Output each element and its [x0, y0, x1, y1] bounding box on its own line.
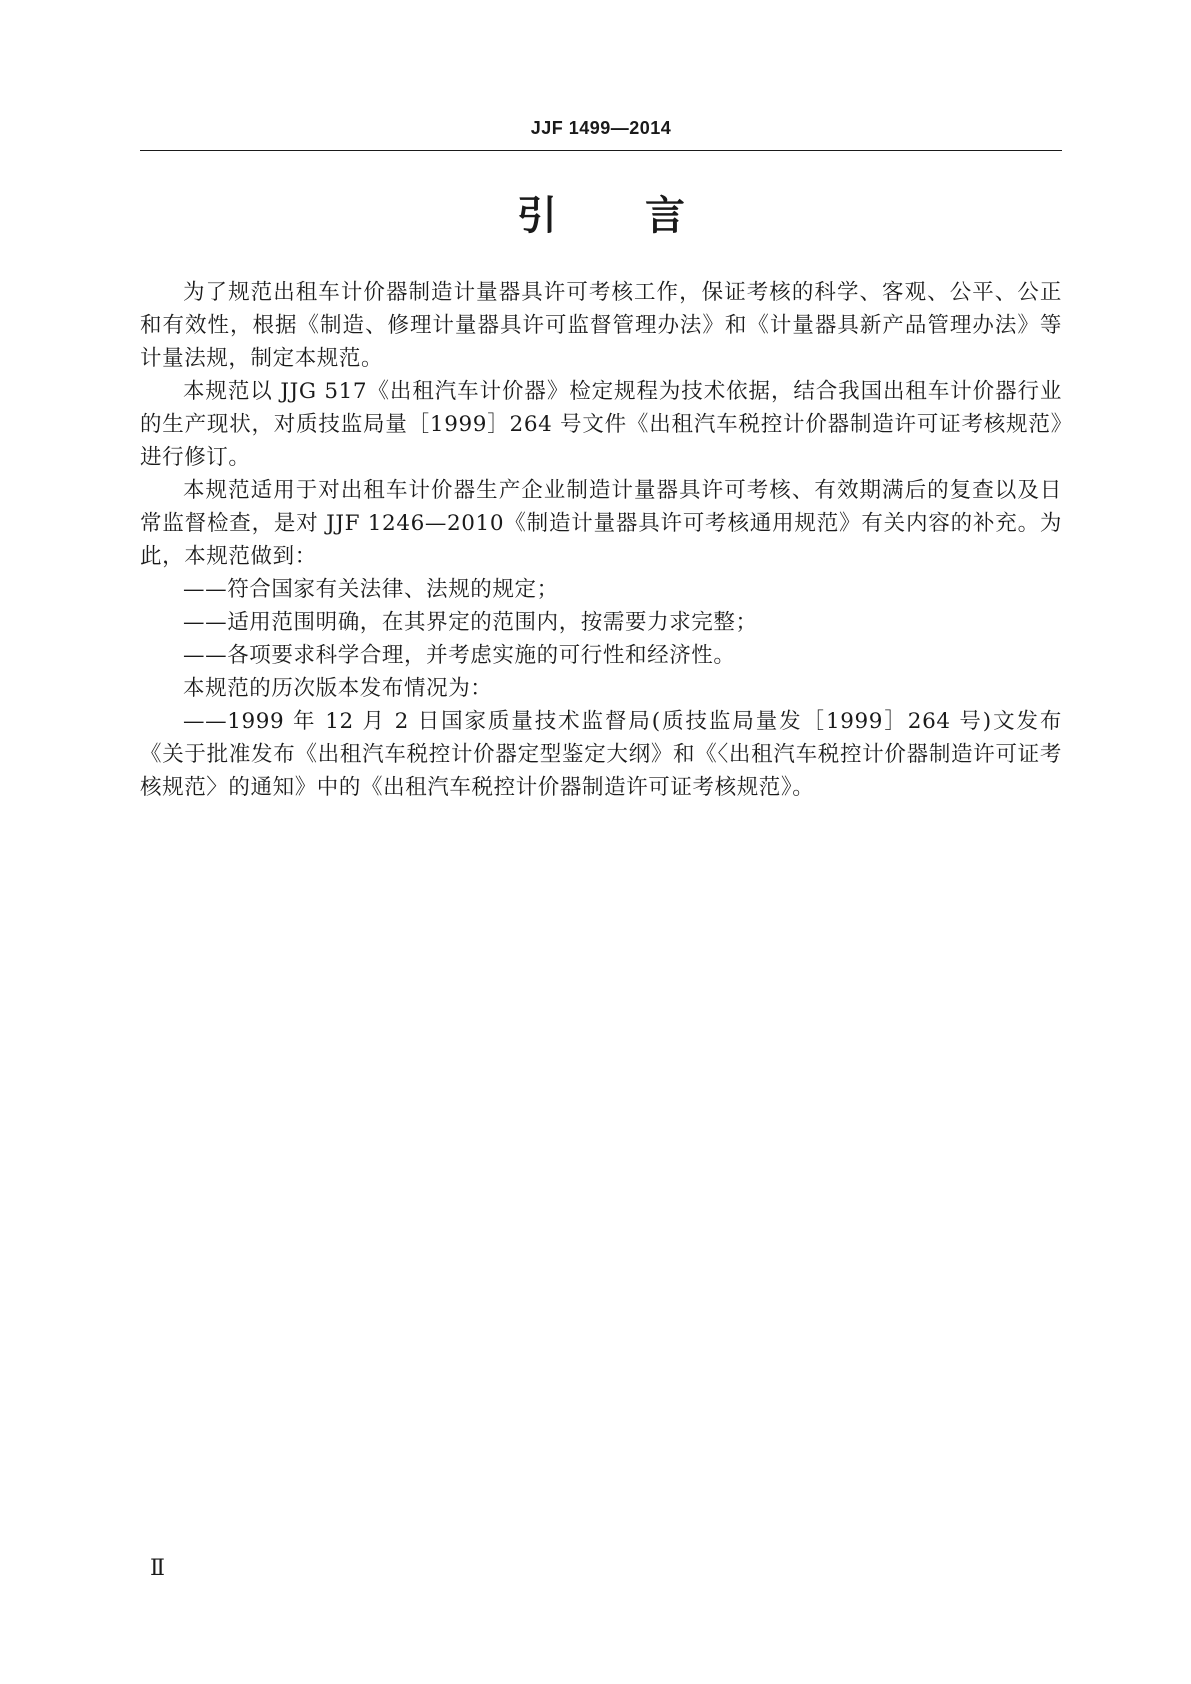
header-divider: [140, 150, 1062, 151]
list-item-range: ——适用范围明确，在其界定的范围内，按需要力求完整；: [183, 610, 758, 635]
paragraph-purpose: 为了规范出租车计价器制造计量器具许可考核工作，保证考核的科学、客观、公平、公正和有效性，根据《制造、修理计量器具许可监督管理办法》和《计量器具新产品管理办法》等计量法规，制定本规范。: [140, 280, 1062, 371]
list-item-history-1999: ——1999 年 12 月 2 日国家质量技术监督局(质技监局量发［1999］264 号)文发布《关于批准发布《出租汽车税控计价器定型鉴定大纲》和《〈出租汽车税控计价器制造许可证考核规范〉的通知》中的《出租汽车税控计价器制造许可证考核规范》。: [140, 709, 1062, 800]
title-char-2: 言: [645, 193, 685, 239]
paragraph-history-intro: 本规范的历次版本发布情况为：: [183, 676, 493, 701]
paragraph-scope: 本规范适用于对出租车计价器生产企业制造计量器具许可考核、有效期满后的复查以及日常监督检查，是对 JJF 1246—2010《制造计量器具许可考核通用规范》有关内容的补充。为此，本规范做到：: [140, 478, 1062, 569]
list-item-requirements: ——各项要求科学合理，并考虑实施的可行性和经济性。: [183, 643, 736, 668]
section-title: [140, 193, 1062, 239]
page-header-code: JJF 1499—2014: [530, 118, 672, 138]
list-item-law: ——符合国家有关法律、法规的规定；: [183, 577, 559, 602]
page-number: Ⅱ: [150, 1556, 165, 1581]
paragraph-basis: 本规范以 JJG 517《出租汽车计价器》检定规程为技术依据，结合我国出租车计价器行业的生产现状，对质技监局量［1999］264 号文件《出租汽车税控计价器制造许可证考核规范》进行修订。: [140, 379, 1062, 470]
body-text: [140, 276, 1062, 804]
title-char-1: 引: [517, 193, 557, 239]
